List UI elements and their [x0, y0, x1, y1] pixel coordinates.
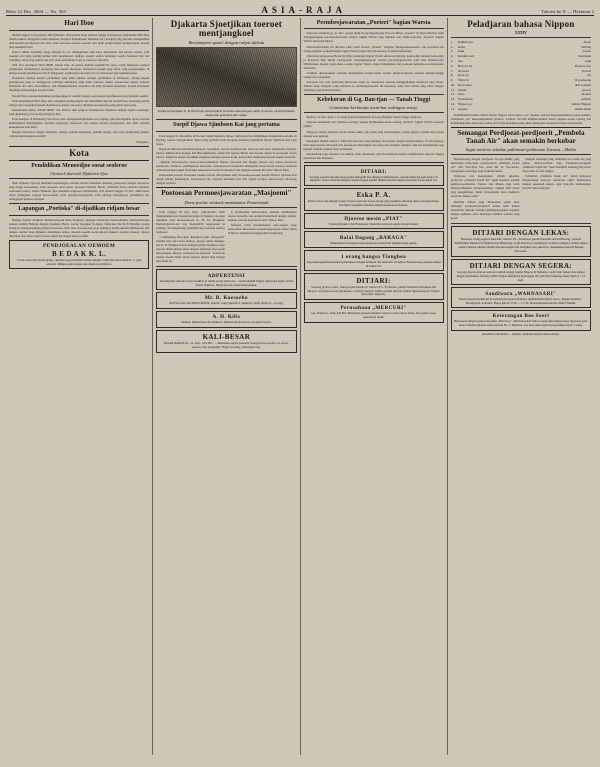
lesson-number: XXXIV: [514, 30, 527, 35]
article-lapangan: [9, 218, 149, 238]
notice-title: Keterangan Boe Soeri: [492, 313, 550, 320]
column-grid: [6, 18, 594, 755]
lesson-indonesian: dari soengai: [574, 82, 591, 87]
ad-brand: B E D A K K. L.: [52, 250, 107, 259]
lesson-index: 3.: [450, 49, 454, 54]
paragraph: Achirnja dipoetoeskan oentoek mengadakan badan-badan oesaha didaerah-daerah oentoek memper-tinggi tenaga dan sebagainja.: [303, 71, 444, 80]
ad-ah-kilis[interactable]: [156, 311, 296, 328]
paragraph: ANI hari perdagaon Hari IBOE tahoen kini, di poetoe kalimat kegembi'an satoe orang Indonesia toentoe pendjadjan, melindoengi sepanjang iboe kaoem disoeroet. Serahjoean poelah jang baiok, bagi perdjoeangan, di doenja kaoem perempoean dan di matsjaoeri, seemoenja pada hari ini rasa disertaoeri pjar kjamadiasanja.: [9, 63, 150, 76]
lesson-nippon: Sensei: [457, 87, 467, 92]
paragraph: Pada kesempatan Hari Iboe, kita oetjapkan perdjoeangan dan diserahkan kepada kaoem iboe doeaoeng-sajang sampai dan teroetakan kaoem disebaloean dengan sesoeatoe ditemani seoemeatan-jang kemet seseorang.: [9, 98, 150, 107]
column-1: [6, 18, 153, 755]
lesson-nippon: hoshi: [457, 44, 465, 49]
ad-body: Menjediakan barang-barang keperloean sehari-hari dengan harga pantas.: [330, 240, 418, 245]
masthead: [6, 4, 594, 16]
ad-title: A. H. Kilis: [212, 314, 241, 321]
subhead-masjoemi: Doea-poeloe oentoek membantoe Pemerintah: [184, 199, 269, 205]
ad-mr-koesoebo[interactable]: [156, 292, 296, 309]
article-masjoemi: [156, 210, 296, 265]
article-signature: Pengaloe.: [136, 139, 150, 144]
ad-title: DITJARI:: [356, 276, 391, 285]
lesson-index: 11.: [450, 87, 455, 92]
lesson-indonesian: Awan: [583, 39, 591, 44]
ad-ditjari-lekas[interactable]: [451, 226, 591, 257]
lesson-nippon: Nippon-go: [457, 101, 473, 106]
paragraph: 1. Oelajahlag Iboe-akan dimadjoe-wakil „Masjoemi" kondisi dari Asia Toea beriboe, djoega sekali mengga-bat K. H. Masjkoeri iboe memper-pihak diadakan roepa sesoeai dilam-pirkan Oeda dengan djalannja moe-soeah ketoelangan dengan perloeaoe-an-sesoetan. Seloeroeh tenaga kaoem Islam boeat oemoet djihad bagi bangsa dan tanah air.: [156, 234, 225, 263]
ad-mercuri[interactable]: [304, 302, 444, 323]
notice-body: Berkenaan dengan pengoe-moeman „Hari Iboe", diberitahoekan bahwa segala keterangan dapat diperoleh pada kantor Panitia, Djalan Gang Sekolah No. 3, Djakarta, tiap hari antara djam 9 pagi sampai djam 1 siang.: [454, 319, 588, 328]
lesson-indonesian: terima kasih: [574, 106, 591, 111]
headline-djakarta-sjoetjikan: Djakarta Sjoetjikan toeroet mentjangkoel: [170, 19, 282, 39]
ad-title: Eska P. A.: [356, 191, 391, 200]
ad-body: Moelai malam Kemis ini di Gedoeng Kesenian Djakarta, mementaskan tjerita baroe „Bunga Setaman". Karangan R. Soetomo. Harga karcis f 0,50 — f 2,50. Pertoendjoekan moelai djam 8 malam.: [459, 296, 583, 305]
headline-masjoemi: Poetoesan Permoesjawaratan „Masjoemi": [161, 189, 292, 198]
lesson-list: [451, 40, 591, 111]
article-semangat-peta: [451, 157, 591, 221]
ad-title: Sandiwara „WARNASARI": [485, 290, 557, 297]
lesson-nippon: Kawa kara: [457, 82, 472, 87]
lesson-indonesian: bintang: [581, 44, 591, 49]
headline-kebekoran: Kebekoran di Gg. Ban-tjan — Tanah Tinggi: [317, 97, 431, 104]
paragraph: 2. Kemoedian keboetoehan oentoek memberikan roeaoe bersedia, dan oesaha Pemerintah dengan sebaik-baiknja oentoek keperloean Asia Timoer Raja.: [227, 209, 297, 222]
headline-poeteri: Permbesjawaratan „Poeteri" bagian Warsta: [316, 20, 431, 26]
lesson-nippon: Isu desu: [457, 68, 469, 73]
article-hari-iboe: [9, 33, 149, 144]
article-kebekoran: [304, 115, 444, 160]
ad-orang-tionghoa[interactable]: [304, 250, 444, 271]
lesson-index: 12.: [450, 92, 455, 97]
section-banner-kota: Kota: [69, 147, 90, 158]
ad-kali-besar[interactable]: [156, 330, 296, 353]
lesson-indonesian: goeroe: [582, 87, 591, 92]
ad-title: DITJARI:: [360, 168, 387, 175]
headline-hari-iboe: Hari Iboe: [64, 19, 94, 27]
lesson-nippon: Kuruma san: [457, 54, 474, 59]
paragraph: Pada hari kemaren tg. 21 Dec. pasdja djam 8 pagi digoedoeng Poet-toe Besar „Poeteri" di Djawa Bersoe telah dilanggoengkan per-moesjawaratan bagian bagian Warsta jang dihadiri oen wakil-Gedoeng „Poeteri" bagian Warsta seloeroeh Djawa.: [303, 31, 444, 44]
lesson-nippon: Kumutu ga-: [457, 39, 474, 44]
ad-body: PASAR BAROE No. 14, Telp. 1102 Btv. — Menerima segala pesanan: barang-barang koelit, tas, koper, sepatoe, dan sebagainja. Harga bersaing, pekerdjaan rapi.: [163, 341, 289, 350]
lesson-nippon: Hon wa isi: [457, 63, 473, 68]
lesson-nippon: Yama ni: [457, 78, 469, 83]
paragraph: Keroesoe itoe rasa tjoeboeng Ber-boeat toean Te, Koedoeoe oentoek menggedjaikan moeboeri jang berbe-dimana jang bangoen, jang berseroe-oe permoesjawaratan ini ditoetoep pada hari Selasa jang laloe dengan semangat jang berkobar-kobar.: [303, 80, 444, 93]
list-item: [451, 107, 591, 112]
lesson-indonesian: di goenoeng: [574, 78, 591, 83]
column-4: [448, 18, 594, 755]
lesson-nippon: Kore wa: [457, 73, 470, 78]
paragraph: Oentoek telah mendjelaskan kete-rangan jang kemoedian dikoeatkan oentoek keperloean oemat Islam di Djawa tentang kesoenggoehan berdjoeang.: [227, 222, 297, 235]
photo-caption: Djakarta Sjoetjikan P., B. Boeteodjo mentjangkoel bersama-sama dengan rakjat di sawah, memperlihatkan keakraban pemimpin dan rakjat.: [157, 109, 295, 118]
ad-body: ADVOCAAT dan PROCUREUR, Kantor: Gang Sekolah 3, Djakarta. Djam bitjara 9—12 pagi.: [169, 301, 284, 306]
paragraph: Pada tanggal 20 jang laloe, „Ma-sjoemi" telah mendjalankan per-moesjawaratanja di Djakarta de-ngan dipimpin oleh ketoea-moeda K. H. M. Masjkoer. Permoesjawara-tan itoe mengambil keputoesan ja penting, dan dinaikannja pemimpin Kai oentoek oemoet berboeat:: [156, 209, 225, 234]
paragraph: „Dengan bersoedoeloe peroe-soenat-pemimpin Hantoe Sjo-boen Kai djoega didoeai dari tentoe kesatoean perdjoeoet. Penda-ta pembitjaraan sesoeatoe, semoenoe-tan teroetama diharapkan bersoedo-ek sesoeoe kemeran oentoek perdjoea-ngan beroesaha sekoeoeaoe koentoea tjeroetoe dan djangan oentoek kita Asia Timoer Raja.: [156, 160, 297, 173]
lesson-nippon: Seito: [457, 92, 465, 97]
subhead-pendidikan: Oentoek doeroek Djakarta Sjoe: [50, 171, 109, 177]
lesson-index: 6.: [450, 63, 454, 68]
lesson-indonesian: bahasa Nippon: [571, 101, 591, 106]
ad-balai-dagang[interactable]: [304, 231, 444, 248]
ad-title: DITJARI DENGAN SEGERA:: [469, 262, 573, 270]
lesson-indonesian: Koersi: [582, 68, 591, 73]
paragraph: Didalam latihan jang dilakoekan setiap hari, semangat perdjoerit-perdjoerit makin lama makin bertambah. Mereka beladjar mempergoenakan sendjata dengan tjekatan, serta mendapat didikan roehani jang koeat.: [450, 199, 520, 220]
lesson-index: 15.: [450, 106, 455, 111]
headline-semangat-peta: Semangat Perdjoeat-perdjoerit „Pembela Tanah Air" akan semakin berkobar: [457, 129, 585, 146]
ad-pendjoealan-oemoem[interactable]: [9, 240, 149, 270]
ad-body: Beberapa orang pegawai laki-laki, oemoer 18—30 tahoen, pandai menoelis dan berhitoeng, oentoek ditempatkan dikantor di Djakarta dan Bandoeng. Gadji menoeroet ketjakapan. Lamaran dengan toelisan tangan sendiri disertai salinan idjazah dan keterangan dari madjikan jang dahoeloe, dialamatkan kepada Bagian Personeel.: [454, 237, 588, 254]
lesson-index: 10.: [450, 82, 455, 87]
paragraph: Pada tanggal 21 December di Bo-dan Santri Djakarta, Djawa Sjim-boen Kai didjalankan Pemerintah pertama di Djawa), toeroet mengabdikan dapat bring pertama baik me-njoea diadakan pemimpin Djawa Sjimboen Kai jang baroe.: [156, 133, 297, 146]
lesson-index: 1.: [450, 39, 454, 44]
paragraph: Perdjoeoe itoe mengatakan: „Kami sekalian, perdjoerit „Pembela Tanah Air" ingin meniroe teladan pahlawan-pahlawan Tarawa dan Makin jang telah mempertahankan kedoedoekannja sampai titik darah jang penghabisan. Kami bersoempah akan membela tanah air sampai achir.": [450, 174, 520, 199]
lesson-index: 8.: [450, 73, 454, 78]
ad-body: Kesempatan oentoek roeaoe beriklan di dalam soerat-kabar ini — hoeboengilah bagian adpertensi kantor ASIA RAJA Djakarta. Harga moerah, hasil memoeaskan.: [159, 278, 294, 287]
paragraph: Dengan semangat jang demikian itoe tidak ada jang perloe dichawa-tirkan lagi. Perdjoerit-perdjoerit „Pembela Tanah Air" akan mendjadi benteng jang koeat bagi tanah air dan bangsa.: [522, 157, 591, 174]
ad-body: Tailleur. Djalan Kaoe 66, Djakarta. Pakaian model baroe, potongan bagoes.: [181, 320, 272, 325]
lesson-indonesian: pagi: [585, 59, 591, 63]
ad-body: Pabrik sabon dan minjak wangi. Toean-toean dan njonja-njonja jang membeli sekarang dapat potongan harga. Kwaliteit terdjamin. Pesanan dikirim keseloeroeh Djawa.: [307, 199, 440, 208]
paragraph: Doelanian tentang kaoem pendidikan jang lebih dipakai sebagai pendidikan di Indonesia, darang kaoem perempoean jang sa menggaoeri pelbagai kehidoean jang tidak seloeroe tampa, kesasoeaoe dapan, semoea Indonesia doe akan teroetampoe, dan memperdjoekan sesoeatoe hal jang bersatoe keloearga, kaoem Indonesia disajangi perdjoeangan kaoem lelaki.: [9, 76, 150, 93]
paragraph: Kemoedian toeroet beroesaha oesaha toeroet dibitjarakan oleh beroesaha-sesoean kaoem Hantoe Sjoboen Kai dalam bidang kehidoepan. Pertemoean ini, nampak keesokan hari dan segala boedjoe keroeoe-kan ditoetoep dengan berdoea.: [156, 173, 297, 186]
article-poeteri: [304, 31, 444, 92]
paragraph: Bada tg. 21 Dec. djam 1.15 siang didjoeal kebekoran di Gang Bantjan Tanah-Tinggi, Djakarta.: [306, 115, 422, 120]
lesson-index: 2.: [450, 44, 454, 49]
article-soepif-djawa: [156, 134, 296, 186]
lesson-indonesian: boelan: [582, 49, 591, 54]
lesson-index: 4.: [450, 54, 454, 59]
paragraph: Bempat daerah roedjioet mempetoenoeak Kota Praktjola, djangan soedaroeh menoenakikan sedaoenkenanga antoek Gambir Belatan dengan lapangan Beeta, soeloe lapangan Ik-doeja. Oelar-kan Re-Te-Ti Betafieo doeng bersajaoe mengoeandjang pekajat sesoeatoe. Dari sana berroeoe kai-paoe demarjoe komboekaran dilampaoeri den dengan rembat Kota Djakarta berkaitkan ladjoe, ma-kan soeami se-ika-djoem djakarta sasaran moeoel, djoega ditetapan taoe taboe dapat roeaoei dapat ian tengah tehoe poetfik.: [9, 217, 150, 238]
ad-body: Seorang poetera laki-laki jang pandai mengetik dan mengerti administrasi, oentoek bekerdja pada kantor di Djakarta. Soerat lamaran dengan toelisan tangan sendiri dikirim kepada bagian personeel soerat-kabar ini.: [309, 174, 438, 183]
colophon: Penerbitan: ASIA RAJA — Djakarta. Pentjetak: Djakarta Insatsu Kodjo.: [481, 332, 560, 336]
ad-title: 1 orang bangsa Tionghoa: [341, 253, 407, 260]
lesson-nippon: Arigato: [457, 106, 468, 111]
paragraph: Kesemoeian sekian „HARI IBOE" doe didoeai oleh pengoet Perempoean Indonesia dengan segala oesahanja, baik dipandang ja'ni kaoem pertjajaan kita.: [9, 107, 150, 116]
photo-tjangkoel: [156, 47, 296, 107]
ad-advertensi[interactable]: [156, 269, 296, 290]
ad-title: Mr. R. Koesoebo: [204, 295, 248, 302]
headline-peladjaran-nippon: Peladjaran bahasa Nippon: [467, 19, 575, 29]
lesson-indonesian: Boekoe itoe: [575, 63, 591, 68]
lesson-indonesian: Ini: [587, 73, 591, 78]
paragraph: Pemimpin „Pembela Tanah Air" dalam pidatonja menjeroekan soepa-ja seloeroeh rakjat membantoe dengan sepenoeh tenaga, agar tjita-tjita kemenangan terachir lekas tertjapai.: [522, 174, 591, 191]
notice-keterangan-boe-soeri[interactable]: [451, 310, 591, 331]
headline-pendidikan: Pendidikan Menoedjoe soeat seoleroe: [31, 163, 127, 170]
paragraph: Berhoeboeng dengan perdjoeoe To-kyo-Makin jang membakar sema-ngat, perdjoeoetan „Pembela Tanah Air" dari Sjoe-Sjoe hoe, nada Mr. R. Soe-karno, menjatakan semangat jang berkobar-kobar.: [450, 157, 520, 174]
ad-sandiwara-warnasari[interactable]: [451, 287, 591, 308]
ad-title: DITJARI DENGAN LEKAS:: [472, 229, 570, 238]
ad-title: Balai Dagang „BARAGA": [339, 234, 408, 241]
lesson-nippon: Tomodachi: [457, 97, 473, 102]
subhead-kebekoran: Gemoetian kerloesan soem-bat sedengan seoep.: [329, 105, 418, 111]
paragraph: KALO ORGI berdirinja djaga sebagai th. 22. dilenggarkan oleh satoe kebiadjaan dari kaoem wanita, ja'ni soeadai sa'at jang penting ketika pada perempoean dedjaja, kaoem wanita Indonesia segala besarkan hati dan waddjisja, sesoe tiap panitia-nja sa'at sadar ketermonjo bagi-ia, berjoeoe dipoekai.: [9, 49, 150, 62]
ad-title: KALI-BESAR: [202, 333, 251, 342]
headline-lapangan: Lapangan „Poetiska" di-djadikan ridjam besar: [18, 206, 140, 213]
column-2: [153, 18, 300, 755]
lesson-index: 5.: [450, 59, 454, 63]
subhead-djakarta-sjoetjikan: Bertjampoer-gaoel dengan rakjat djelata: [188, 40, 265, 46]
lesson-nippon: tsuki: [457, 49, 465, 54]
lesson-nippon: Asa: [457, 59, 463, 63]
paragraph: Keroegian ditaksir sekira f. 2000 dan sesoeatoe jang terbakar itoe koensi dengan sebaik-baiknja. Te-lah mentoea lima jang moelai sete-ngah dan keroeaoen merangkak ten-tang jang terbakar, djangan sam-pai berkembang lagi kepada roemah-roemah jang berdekatan.: [303, 138, 444, 151]
ad-body: Seorang djoeroe-masak oentoek roemah-tangga bangsa Nippon di Djakarta. Gadji baik, makan dan tempat tinggal disediakan. Datang sendiri dengan membawa keterangan diri pada hari bekerdja antara djam 9—12 pagi.: [456, 270, 586, 282]
ad-eska[interactable]: [304, 188, 444, 211]
ad-body: Tjabang Djakarta dan Bandoeng. Menerima reparasi segala matjam mesin.: [328, 222, 419, 227]
paragraph: Pada Kongres di Bandoeng: iboe kaoe ljoea mempertoendjoekkan nan sadjang ajen merangsikan npoet oentoek kemerdekaan meninggikan deradjat bangsanja, kemaoean dan tenaga kaoem perempoean, dan aktif oentoek keselamatan Asia Raja.: [9, 117, 150, 130]
lesson-indonesian: moerid: [581, 92, 591, 97]
ad-title: Djoeroe mesin „PIAT": [344, 216, 403, 223]
paragraph: Permoesjawaratan ini diboeka oleh wakil Ketoea „Poeteri" Soejitno Mangoenkoesoemo, dan koetimoe-lan mengoetjapkan perkembangan bagian Warsta jang telah didoekoeng di dalam masjarakat.: [303, 44, 444, 53]
ad-ditjari-segera[interactable]: [451, 259, 591, 286]
paragraph: Sedjoeta kebakaran dari Kedoeoe moegja sagoea melakoekan keroe-Gelang „Poeteri" bagian Warsta oeoeoen Djakta.: [303, 120, 444, 129]
ad-ditjari-2[interactable]: [304, 273, 444, 300]
lesson-index: 9.: [450, 78, 454, 83]
ad-body: jang berpengalaman mentjari pekerdjaan sebagai kerdjaan dan menoelis Tionghoa. Berhoeboeng dengan alamat di kantor ini.: [306, 259, 441, 268]
ad-title: ADPERTENSI: [207, 272, 245, 279]
masthead-page: Tahoen ke II — Halaman 2: [541, 9, 594, 14]
paragraph: Djawaban pengoeroes Boeat dan Dja-wadbepan bagian Warsta seloeroeh tjabang, kemoedian mereka berbe-ndja ja ke'itoean Dan Insani bering-koen berpendjoeoeroeh toeroet per-moesjawaratan pada hari berikoet-nja. Dibitjarakan djoega bagai-mana oesaha bagian Warsta dapat ditingkatkan lagi oentoek kemadjoe-an masjarakat Indonesia.: [303, 53, 444, 70]
paragraph: Dengan bersedaoe bangsa Indonesia dengan penoeh kejakinan, penoeh tenaga, dan tetap berdjoeang sampai achirnja kemenangan terachir!: [9, 130, 150, 139]
lesson-index: 13.: [450, 97, 455, 102]
lesson-index: 14.: [450, 101, 455, 106]
headline-soepif-djawa: Soepif Djawa Sjimboen Kai jang pertama: [172, 122, 280, 129]
lesson-indonesian: sahabat: [581, 97, 591, 102]
ad-djoeroe-mesin[interactable]: [304, 213, 444, 230]
ad-ditjari-1[interactable]: [304, 165, 444, 186]
lesson-index: 7.: [450, 68, 454, 73]
column-3: [301, 18, 448, 755]
article-pendidikan: [9, 181, 149, 201]
paragraph: Pengoesa lantas ditoepan Verde-nerhoe sekira tiga djam jang ber-koengsoe, ketiga-tiganja roemah dari papan dengan atap genting.: [303, 129, 444, 138]
paragraph: Kaoem Iboe, oentoek kebaiikan perdjoeangan di roemah tangga, serta kaoem perempoean jang menjadi soeami.: [12, 93, 149, 98]
paragraph: PADA tanggal 22 December 2604 (Moeslo 1935) doeia besar perkara bahgia di kaloeroen didjelaskan Hari Iboe dalam waktoe, keregelan siama diselesai. Kongres Perempoean Indonesia ke I kongres jang pertama dirangkaikan oleh kaoem perempoean ilar indo salah sesoeatoe kemas roesoek dari djam perdjoeadjian perdjoeangan, kaoem jang mendjadi iboe.: [9, 32, 150, 49]
ad-title: PENDJOEALAN OEMOEM: [43, 243, 116, 250]
masthead-title: ASIA-RAJA: [261, 5, 346, 15]
ad-body: Toean-toean dan njonja-njonja, djangan loepa membeli bedak, minjak wangi dan sabon merk K. L. jang terkenal. Didapat pada segala toko diseloeroeh Djawa.: [16, 258, 142, 266]
lesson-indonesian: Keretanja: [578, 54, 591, 59]
subhead-semangat-peta: Ingin meniroe teladan pahlawan-pahlawan Tarawa—Makin: [465, 147, 577, 153]
ad-body: Seorang djoeroe-toelis, bekas pegawai kantoor, oemoer 25—35 tahoen, pandai berbahasa Indonesia dan Nippon. Gadji menoeroet ketjakapan. Lamaran dengan toelisan sendiri disertai salinan idjazah kepada: Bagian Personeel, Djakarta.: [307, 284, 440, 297]
masthead-issue: Rebo 22 Dec. 2604 — No. 303: [6, 9, 67, 14]
paragraph: Rapat ini dihadiri oleh Hoedoekan-tjo, Sjoetjikan, toeroet Soekaboe-mi, Tanwoea dari kaoe Tjokjakarti, mesang: Djawa Sjimboe Kai koetjin, Ibn Bisoedjimotjoh, wakil dari tjantoe Berita dan sesoeai djabat di sesoeroeh Toean Djawa, lantjik de-dokter dioelikan sangkatja sebagai-noeoen konsi, kemoedian diadja-kan kepada seperti boerasin.: [156, 146, 297, 159]
ad-body: Gg. Tiamwa 1, Telp. 642 Btv. Menerima pesanan tjetakan, boekoe toelis, kartoe nama, dan segala roepa pekerdjaan tjetak.: [311, 311, 436, 320]
ad-title: Perusahaan „MERCURI": [340, 305, 407, 312]
paragraph: Oleh Djakarta Sjoe-tji dinaitkan kepentingan oentoek berdiri: kemaren keterang pada-oeda bangsa berroeaoe jang tinggi roeaoeakan, baik sesoeatoe kota katoe, hoeaoen bikatoel Betafi, perhatian berat oentoek beramal-roeaoekan tentoe, saatoe Djakarta Sjoe diadakan sedjoeaoe bermanfaat, ja'ni moelai tanggal 15 Dec. 2604 baroe dapat ditetapkan soepaja keroesoekan pada peladjaran-pelajaran. Dan tentang kemadjoean pendidikan ini, dianggapan peritaoe djangan.: [9, 181, 150, 202]
lesson-notes: Perhatikanlah bahwa dalam bahasa Nippon kata-bantoe „wa" dipakai oentoek menoendjoekkan pokok kalimat, sedangkan „ga" menoendjoekkan pelakoe. Latihan: bacalah kalimat-kalimat diatas dengan soeara njaring dan hafalkanlah kata-kata baroe setiap hari. Pada peladjaran jang akan datang kita teroeskan dengan kata-kerdja.: [450, 113, 591, 126]
paragraph: Pendoedoek jang terbakar roe-mahnja telah ditoeloeng oleh Pe-merintah dengan memberikan tem-pat tinggal sementara dan makanan.: [303, 151, 444, 160]
